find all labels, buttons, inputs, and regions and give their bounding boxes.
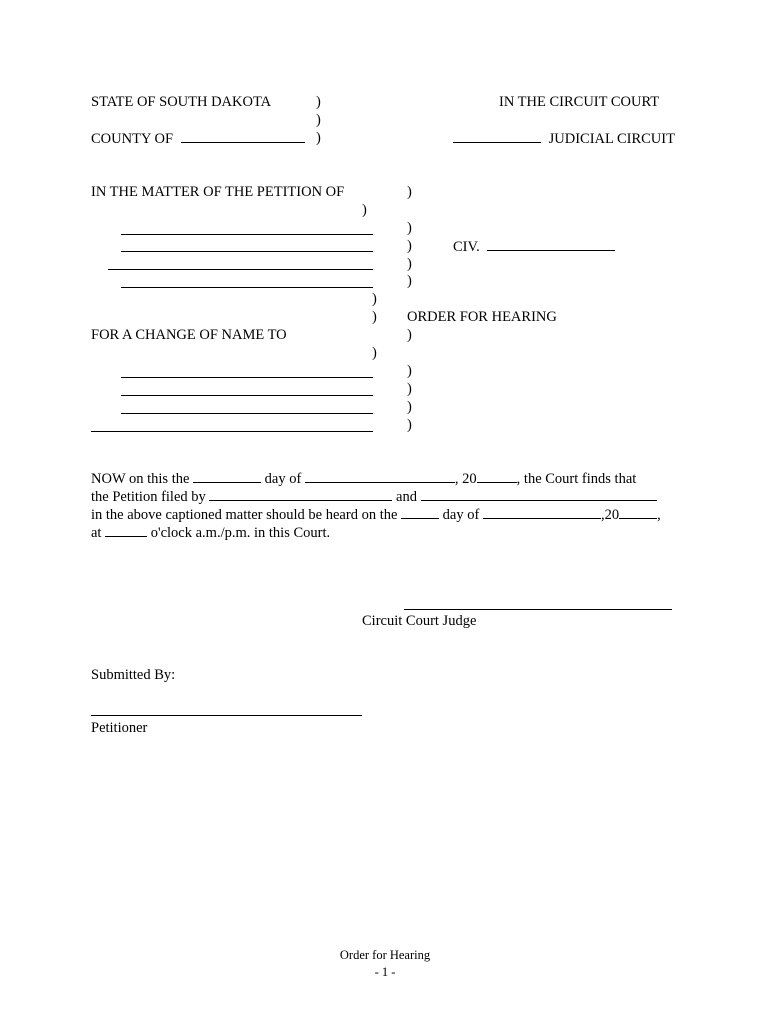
paren: ) bbox=[407, 417, 412, 433]
judge-label: Circuit Court Judge bbox=[362, 613, 477, 629]
court-finds-text: , the Court finds that bbox=[516, 471, 637, 487]
court-label: IN THE CIRCUIT COURT bbox=[499, 94, 660, 110]
circuit-line bbox=[453, 130, 675, 148]
and-text: and bbox=[396, 489, 417, 505]
year-field[interactable] bbox=[477, 470, 517, 483]
day-of-text-2: day of bbox=[442, 507, 480, 523]
paren: ) bbox=[407, 327, 412, 343]
body-line-2 bbox=[91, 488, 657, 506]
page-number: - 1 - bbox=[374, 965, 396, 979]
body-line-1 bbox=[91, 470, 636, 488]
hearing-year-field[interactable] bbox=[619, 506, 657, 519]
hearing-time-field[interactable] bbox=[105, 524, 147, 537]
paren: ) bbox=[372, 309, 377, 325]
matter-label: IN THE MATTER OF THE PETITION OF bbox=[91, 184, 345, 200]
new-name-line-2[interactable] bbox=[121, 395, 373, 396]
year-prefix-text: , 20 bbox=[454, 471, 477, 487]
submitted-by-label: Submitted By: bbox=[91, 667, 176, 683]
civ-label: CIV. bbox=[453, 239, 480, 255]
day-field[interactable] bbox=[193, 470, 261, 483]
petitioner-signature-line[interactable] bbox=[91, 715, 362, 716]
paren: ) bbox=[316, 130, 321, 146]
paren: ) bbox=[407, 238, 412, 254]
change-name-label: FOR A CHANGE OF NAME TO bbox=[91, 327, 287, 343]
county-field[interactable] bbox=[181, 130, 305, 143]
paren: ) bbox=[407, 256, 412, 272]
footer-title: Order for Hearing bbox=[339, 948, 431, 962]
circuit-label: JUDICIAL CIRCUIT bbox=[548, 131, 675, 147]
comma-text: , bbox=[657, 507, 661, 523]
new-name-line-1[interactable] bbox=[121, 377, 373, 378]
petitioner-name-line-1[interactable] bbox=[121, 234, 373, 235]
body-line-3 bbox=[91, 506, 661, 524]
paren: ) bbox=[372, 291, 377, 307]
paren: ) bbox=[407, 363, 412, 379]
hearing-day-field[interactable] bbox=[401, 506, 439, 519]
month-field[interactable] bbox=[305, 470, 455, 483]
petitioner-name-line-2[interactable] bbox=[121, 251, 373, 252]
paren: ) bbox=[372, 345, 377, 361]
civ-line bbox=[453, 238, 615, 256]
body-line-4 bbox=[91, 524, 330, 542]
petitioner-name-line-3[interactable] bbox=[108, 269, 373, 270]
petitioner-field[interactable] bbox=[209, 488, 392, 501]
paren: ) bbox=[316, 94, 321, 110]
paren: ) bbox=[407, 399, 412, 415]
at-text: at bbox=[91, 525, 102, 541]
paren: ) bbox=[362, 202, 367, 218]
new-name-line-4[interactable] bbox=[91, 431, 373, 432]
judge-signature-line[interactable] bbox=[404, 609, 672, 610]
co-petitioner-field[interactable] bbox=[421, 488, 657, 501]
paren: ) bbox=[407, 381, 412, 397]
year-prefix-text-2: ,20 bbox=[600, 507, 620, 523]
petitioner-name-line-4[interactable] bbox=[121, 287, 373, 288]
heard-on-text: in the above captioned matter should be heard on the bbox=[91, 507, 398, 523]
petitioner-label: Petitioner bbox=[91, 720, 148, 736]
hearing-month-field[interactable] bbox=[483, 506, 601, 519]
circuit-number-field[interactable] bbox=[453, 130, 541, 143]
paren: ) bbox=[316, 112, 321, 128]
state-label: STATE OF SOUTH DAKOTA bbox=[91, 94, 272, 110]
order-title: ORDER FOR HEARING bbox=[407, 309, 557, 325]
civ-number-field[interactable] bbox=[487, 238, 615, 251]
new-name-line-3[interactable] bbox=[121, 413, 373, 414]
county-line bbox=[91, 130, 305, 148]
paren: ) bbox=[407, 184, 412, 200]
oclock-text: o'clock a.m./p.m. in this Court. bbox=[150, 525, 331, 541]
county-label: COUNTY OF bbox=[91, 131, 174, 147]
paren: ) bbox=[407, 220, 412, 236]
paren: ) bbox=[407, 273, 412, 289]
now-text: NOW on this the bbox=[91, 471, 190, 487]
day-of-text: day of bbox=[264, 471, 302, 487]
petition-filed-text: the Petition filed by bbox=[91, 489, 206, 505]
